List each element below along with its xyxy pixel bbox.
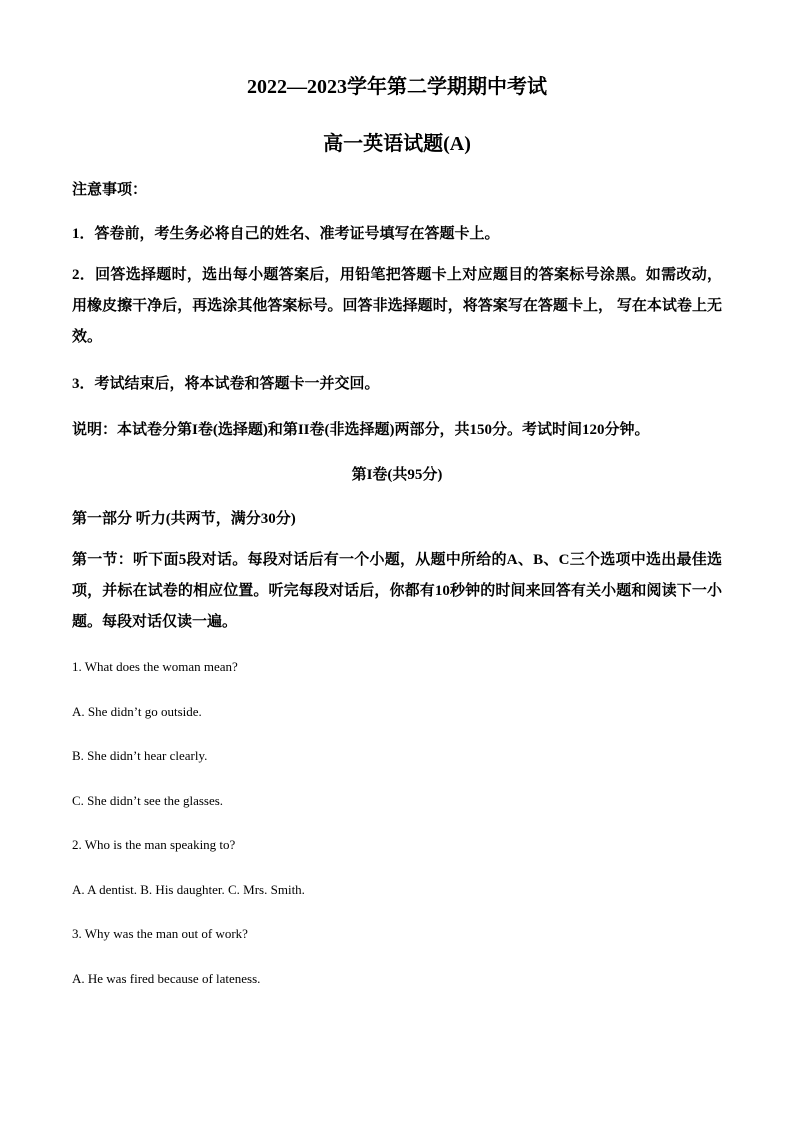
question-2: 2. Who is the man speaking to?	[72, 837, 236, 852]
note-item-2: 2．回答选择题时，选出每小题答案后，用铅笔把答题卡上对应题目的答案标号涂黑。如需改动，用橡皮擦干净后，再选涂其他答案标号。回答非选择题时，将答案写在答题卡上， 写在本试卷上无效。	[72, 267, 722, 345]
question-3: 3. Why was the man out of work?	[72, 926, 248, 941]
note-item-3: 3．考试结束后，将本试卷和答题卡一并交回。	[72, 376, 380, 392]
notes-heading: 注意事项：	[72, 182, 148, 198]
exam-subtitle: 高一英语试题(A)	[323, 133, 471, 155]
question-1-option-b: B. She didn’t hear clearly.	[72, 748, 208, 763]
question-3-option-a: A. He was fired because of lateness.	[72, 971, 261, 986]
question-1: 1. What does the woman mean?	[72, 659, 238, 674]
part-heading: 第一部分 听力(共两节，满分30分)	[72, 511, 296, 527]
question-1-option-a: A. She didn’t go outside.	[72, 704, 202, 719]
volume-heading: 第I卷(共95分)	[351, 467, 443, 483]
exam-explanation: 说明：本试卷分第I卷(选择题)和第II卷(非选择题)两部分，共150分。考试时间120分钟。	[72, 422, 650, 438]
section-instructions: 第一节：听下面5段对话。每段对话后有一个小题，从题中所给的A、B、C三个选项中选出最佳选项，并标在试卷的相应位置。听完每段对话后，你都有10秒钟的时间来回答有关小题和阅读下一小题。每段对话仅读一遍。	[72, 552, 722, 630]
question-2-options: A. A dentist. B. His daughter. C. Mrs. Smith.	[72, 882, 305, 897]
exam-title: 2022—2023学年第二学期期中考试	[247, 76, 547, 98]
question-1-option-c: C. She didn’t see the glasses.	[72, 793, 224, 808]
note-item-1: 1．答卷前，考生务必将自己的姓名、准考证号填写在答题卡上。	[72, 226, 500, 242]
